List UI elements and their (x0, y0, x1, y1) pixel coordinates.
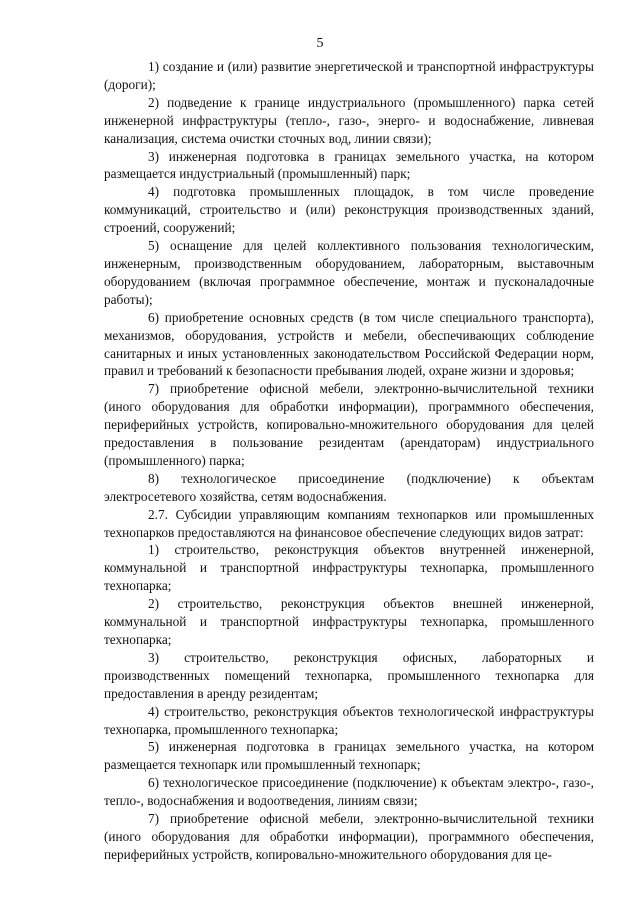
list-item-technological-infrastructure: 4) строительство, реконструкция объектов технологической инфраструктуры технопарка, промышленного технопарка; (104, 703, 594, 737)
list-item-internal-infrastructure: 1) строительство, реконструкция объектов внутренней инженерной, коммунальной и транспортной инфраструктуры технопарка, промышленного технопарка; (104, 542, 594, 594)
list-item-infrastructure-energy-transport: 1) создание и (или) развитие энергетической и транспортной инфраструктуры (дороги); (104, 59, 594, 92)
clause-2-7: 2.7. Субсидии управляющим компаниям технопарков или промышленных технопарков предоставляются на финансовое обеспечение следующих видов затрат: (104, 506, 594, 540)
list-item-utility-connection: 6) технологическое присоединение (подключение) к объектам электро-, газо-, тепло-, водоснабжения и водоотведения, линиям связи; (104, 775, 594, 809)
list-item-office-equipment-park: 7) приобретение офисной мебели, электронно-вычислительной техники (иного оборудования для обработки информации), программного обеспечения, периферийных устройств, копировально-множительного оборудования для целей предоставления в пользование резидентам (арендаторам) индустриального (промышленного) парка; (104, 381, 594, 468)
list-item-office-equipment-technopark: 7) приобретение офисной мебели, электронно-вычислительной техники (иного оборудования для обработки информации), программного обеспечения, периферийных устройств, копировально-множительного оборудования для це- (104, 811, 594, 862)
list-item-industrial-sites: 4) подготовка промышленных площадок, в том числе проведение коммуникаций, строительство и (или) реконструкция производственных зданий, строений, сооружений; (104, 184, 594, 236)
list-item-land-preparation-park: 3) инженерная подготовка в границах земельного участка, на котором размещается индустриальный (промышленный) парк; (104, 148, 594, 182)
list-item-office-lab-premises: 3) строительство, реконструкция офисных, лабораторных и производственных помещений технопарка, промышленного технопарка для предоставления в аренду резидентам; (104, 649, 594, 701)
list-item-land-preparation-technopark: 5) инженерная подготовка в границах земельного участка, на котором размещается технопарк или промышленный технопарк; (104, 739, 594, 773)
list-item-collective-equipment: 5) оснащение для целей коллективного пользования технологическим, инженерным, производственным оборудованием, лабораторным, выставочным оборудованием (включая программное обеспечение, монтаж и пусконаладочные работы); (104, 238, 594, 307)
list-item-fixed-assets: 6) приобретение основных средств (в том числе специального транспорта), механизмов, оборудования, устройств и мебели, обеспечивающих соблюдение санитарных и иных установленных законодательством Российской Федерации норм, правил и требований к безопасности пребывания людей, охране жизни и здоровья; (104, 309, 594, 379)
list-item-grid-connection-park: 8) технологическое присоединение (подключение) к объектам электросетевого хозяйства, сетям водоснабжения. (104, 470, 594, 504)
document-body (104, 58, 594, 864)
list-item-external-infrastructure: 2) строительство, реконструкция объектов внешней инженерной, коммунальной и транспортной инфраструктуры технопарка, промышленного технопарка; (104, 596, 594, 647)
page-number: 5 (316, 36, 324, 51)
list-item-engineering-networks: 2) подведение к границе индустриального (промышленного) парка сетей инженерной инфраструктуры (тепло-, газо-, энерго- и водоснабжение, ливневая канализация, система очистки сточных вод, линии связи); (104, 94, 594, 146)
